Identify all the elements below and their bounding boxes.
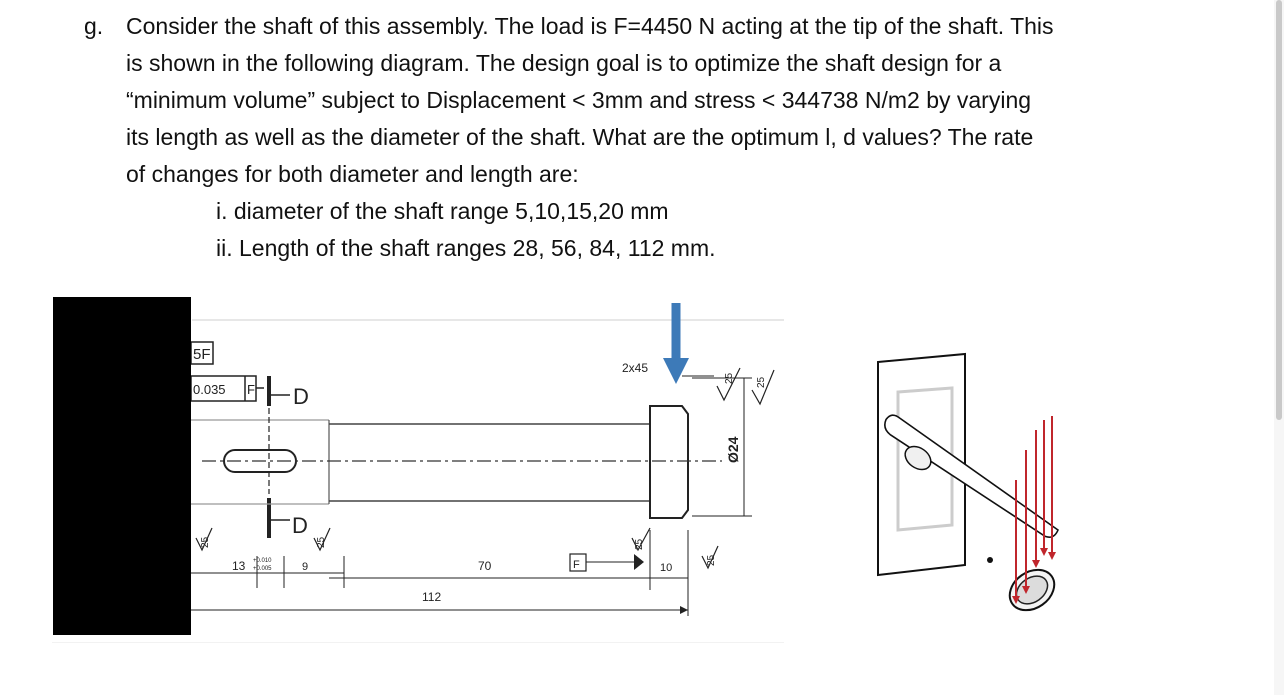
sub-item-list	[216, 193, 716, 267]
shaft-tip-collar	[650, 406, 688, 518]
sub-item-length: ii. Length of the shaft ranges 28, 56, 84, 112 mm.	[216, 235, 716, 261]
question-text	[126, 8, 1224, 193]
question-line-5: of changes for both diameter and length are:	[126, 161, 579, 187]
force-arrow	[1048, 416, 1056, 560]
dim-9-label: 9	[302, 561, 309, 573]
dim-112-label: 112	[422, 590, 442, 604]
question-line-3: “minimum volume” subject to Displacement < 3mm and stress < 344738 N/m2 by varying	[126, 87, 1032, 113]
svg-text:25: 25	[724, 372, 735, 384]
svg-text:25: 25	[200, 536, 211, 548]
roughness-symbol-end	[702, 546, 718, 568]
tolerance-lower: +0.005	[253, 566, 272, 572]
dim-13-label: 13	[232, 559, 246, 573]
svg-text:25: 25	[756, 376, 767, 388]
question-marker: g.	[84, 13, 104, 39]
roughness-symbol-left	[196, 528, 212, 550]
datum-f-label: F	[573, 559, 580, 571]
scrollbar-thumb[interactable]	[1276, 0, 1282, 420]
roughness-symbol-keyway	[314, 528, 330, 550]
dim-10-label: 10	[660, 562, 673, 574]
section-label-bottom: D	[292, 513, 308, 538]
roughness-symbol-collar	[632, 528, 650, 550]
svg-text:25: 25	[634, 538, 645, 550]
question-line-1: Consider the shaft of this assembly. The load is F=4450 N acting at the tip of the shaft. This	[126, 13, 1054, 39]
box-5f-label: 5F	[193, 346, 211, 363]
section-label-top: D	[293, 384, 309, 409]
force-arrow	[1032, 430, 1040, 568]
dim-70-label: 70	[478, 559, 492, 573]
tolerance-upper: +0.010	[253, 558, 272, 564]
chamfer-note: 2x45	[622, 361, 649, 375]
datum-f-triangle	[634, 554, 644, 570]
question-block	[84, 8, 1224, 193]
redaction-block	[53, 297, 191, 635]
shaft-hole-mark	[987, 557, 993, 563]
dim-112-arrowhead	[680, 606, 688, 614]
question-line-4: its length as well as the diameter of the shaft. What are the optimum l, d values? The rate	[126, 124, 1034, 150]
roughness-symbol-diameter	[752, 370, 774, 404]
svg-text:25: 25	[316, 536, 327, 548]
shaft-isometric-view	[860, 340, 1060, 620]
question-line-2: is shown in the following diagram. The design goal is to optimize the shaft design for a	[126, 50, 1002, 76]
scrollbar-track[interactable]	[1274, 0, 1284, 695]
roughness-symbol-top	[717, 368, 740, 400]
sub-item-diameter: i. diameter of the shaft range 5,10,15,20 mm	[216, 198, 669, 224]
tolerance-value: 0.035	[193, 382, 226, 397]
tolerance-datum: F	[247, 382, 255, 397]
svg-text:25: 25	[706, 554, 717, 566]
diameter-label: Ø24	[725, 436, 741, 463]
load-arrow-head	[663, 358, 689, 384]
